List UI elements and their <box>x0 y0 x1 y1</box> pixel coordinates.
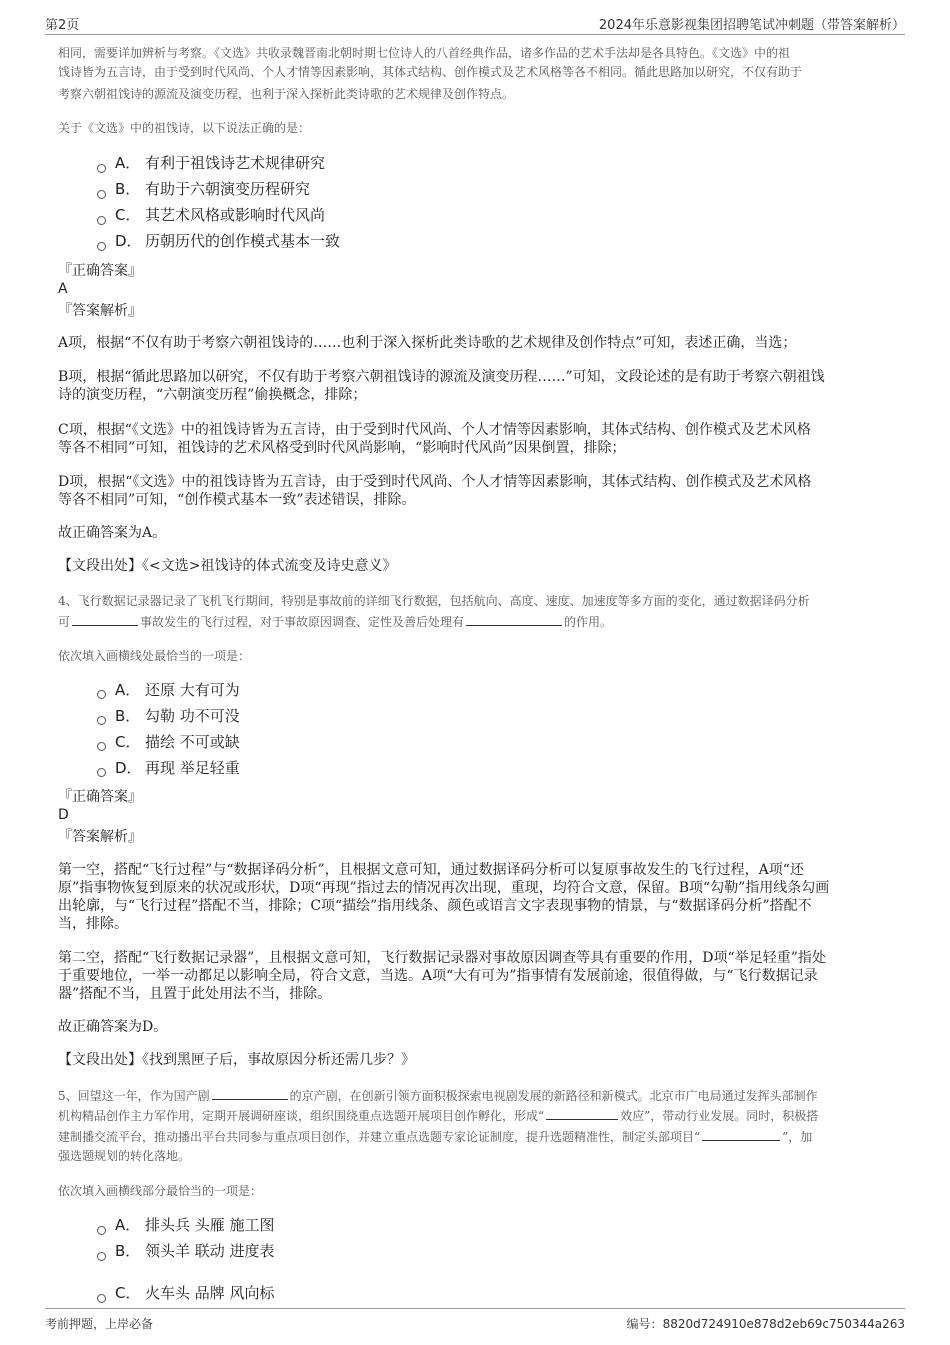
passage-line: 相同，需要详加辨析与考察。《文选》共收录魏晋南北朝时期七位诗人的八首经典作品，诸多作品的艺术手法却是各具特色。《文选》中的祖 <box>58 46 791 60</box>
fill-blank <box>546 1106 618 1120</box>
question-stem: 5、回望这一年，作为国产剧 的京产剧，在创新引领方面积极探索电视剧发展的新路径和新模式。北京市广电局通过发挥头部制作 <box>58 1086 818 1106</box>
analysis-line: 诗的演变历程，“六朝演变历程”偷换概念，排除； <box>58 387 367 403</box>
option-text: 领头羊 联动 进度表 <box>145 1242 275 1260</box>
radio-button[interactable] <box>97 1252 106 1261</box>
option-text: 其艺术风格或影响时代风尚 <box>145 206 326 224</box>
radio-button[interactable] <box>97 690 106 699</box>
radio-button[interactable] <box>97 742 106 751</box>
page-header <box>45 14 905 35</box>
source-citation: 【文段出处】《找到黑匣子后，事故原因分析还需几步？》 <box>58 1052 415 1068</box>
option-letter: C． <box>115 733 141 751</box>
question-stem: 建制播交流平台，推动播出平台共同参与重点项目创作，并建立重点选题专家论证制度，提升选题精准性，制定头部项目“ ”，加 <box>58 1127 812 1147</box>
analysis-label: 『答案解析』 <box>58 829 142 845</box>
footer-slogan: 考前押题，上岸必备 <box>45 1317 154 1331</box>
option-text: 再现 举足轻重 <box>145 759 240 777</box>
option-text: 有助于六朝演变历程研究 <box>145 180 311 198</box>
radio-button[interactable] <box>97 1294 106 1303</box>
analysis-label: 『答案解析』 <box>58 303 142 319</box>
option-letter: D． <box>115 759 142 777</box>
option-text: 有利于祖饯诗艺术规律研究 <box>145 154 326 172</box>
analysis-line: B项，根据“循此思路加以研究，不仅有助于考察六朝祖饯诗的源流及演变历程……”可知，文段论述的是有助于考察六朝祖饯 <box>58 369 825 385</box>
radio-button[interactable] <box>97 768 106 777</box>
passage-line: 考察六朝祖饯诗的源流及演变历程，也利于深入探析此类诗歌的艺术规律及创作特点。 <box>58 87 515 101</box>
option-letter: B． <box>115 1242 141 1260</box>
answer-value: D <box>58 807 69 823</box>
page-number: 第2页 <box>45 18 80 33</box>
option-text: 描绘 不可或缺 <box>145 733 240 751</box>
radio-button[interactable] <box>97 164 106 173</box>
option-letter: C． <box>115 1284 141 1302</box>
question-stem: 机构精品创作主力军作用，定期开展调研座谈，组织围绕重点选题开展项目创作孵化，形成“ 效应”，带动行业发展。同时，积极搭 <box>58 1106 818 1126</box>
radio-button[interactable] <box>97 1226 106 1235</box>
analysis-line: A项，根据“不仅有助于考察六朝祖饯诗的……也利于深入探析此类诗歌的艺术规律及创作特点”可知，表述正确，当选； <box>58 335 797 351</box>
analysis-line: 第二空，搭配“飞行数据记录器”，且根据文意可知，飞行数据记录器对事故原因调查等具有重要的作用，D项“举足轻重”指处 <box>58 950 826 966</box>
option-letter: D． <box>115 232 142 250</box>
answer-label: 『正确答案』 <box>58 789 142 805</box>
analysis-line: 当，排除。 <box>58 916 128 932</box>
radio-button[interactable] <box>97 190 106 199</box>
option-letter: C． <box>115 206 141 224</box>
option-letter: A． <box>115 154 141 172</box>
option-letter: A． <box>115 1216 141 1234</box>
question-prompt: 依次填入画横线部分最恰当的一项是： <box>58 1184 263 1198</box>
analysis-line: 出轮廓，与“飞行过程”搭配不当，排除；C项“描绘”指用线条、颜色或语言文字表现事物的情景，与“数据译码分析”搭配不 <box>58 898 812 914</box>
fill-blank <box>466 612 562 626</box>
radio-button[interactable] <box>97 242 106 251</box>
question-prompt: 依次填入画横线处最恰当的一项是： <box>58 649 251 663</box>
option-text: 排头兵 头雁 施工图 <box>145 1216 275 1234</box>
analysis-line: 原”指事物恢复到原来的状况或形状，D项“再现”指过去的情况再次出现，重现，均符合文意，保留。B项“勾勒”指用线条勾画 <box>58 880 830 896</box>
question-stem: 强选题规划的转化落地。 <box>58 1149 191 1163</box>
radio-button[interactable] <box>97 716 106 725</box>
option-letter: B． <box>115 180 141 198</box>
conclusion: 故正确答案为D。 <box>58 1019 168 1035</box>
option-letter: B． <box>115 707 141 725</box>
analysis-line: 器”搭配不当，且置于此处用法不当，排除。 <box>58 986 332 1002</box>
question-stem: 4、飞行数据记录器记录了飞机飞行期间，特别是事故前的详细飞行数据，包括航向、高度、速度、加速度等多方面的变化，通过数据译码分析 <box>58 594 810 608</box>
passage-line: 饯诗皆为五言诗，由于受到时代风尚、个人才情等因素影响，其体式结构、创作模式及艺术风格等各不相同。循此思路加以研究，不仅有助于 <box>58 65 803 79</box>
fill-blank <box>702 1127 780 1141</box>
option-text: 火车头 品牌 风向标 <box>145 1284 275 1302</box>
document-title: 2024年乐意影视集团招聘笔试冲刺题（带答案解析） <box>598 18 905 33</box>
fill-blank <box>212 1086 288 1100</box>
analysis-line: 于重要地位，一举一动都足以影响全局，符合文意，当选。A项“大有可为”指事情有发展前途，很值得做，与“飞行数据记录 <box>58 968 818 984</box>
question-prompt: 关于《文选》中的祖饯诗，以下说法正确的是： <box>58 121 311 135</box>
analysis-line: 等各不相同”可知，“创作模式基本一致”表述错误，排除。 <box>58 492 416 508</box>
option-text: 历朝历代的创作模式基本一致 <box>145 232 341 250</box>
option-text: 还原 大有可为 <box>145 681 240 699</box>
radio-button[interactable] <box>97 216 106 225</box>
source-citation: 【文段出处】《<文选>祖饯诗的体式流变及诗史意义》 <box>58 558 397 574</box>
conclusion: 故正确答案为A。 <box>58 525 167 541</box>
answer-label: 『正确答案』 <box>58 263 142 279</box>
option-letter: A． <box>115 681 141 699</box>
question-stem: 可 事故发生的飞行过程，对于事故原因调查、定性及善后处理有 的作用。 <box>58 612 612 632</box>
page-footer <box>45 1308 905 1338</box>
answer-value: A <box>58 281 68 297</box>
document-code: 编号：8820d724910e878d2eb69c750344a263 <box>626 1317 905 1331</box>
analysis-line: 等各不相同”可知，祖饯诗的艺术风格受到时代风尚影响，“影响时代风尚”因果倒置，排除； <box>58 440 626 456</box>
option-text: 勾勒 功不可没 <box>145 707 240 725</box>
analysis-line: D项，根据“《文选》中的祖饯诗皆为五言诗，由于受到时代风尚、个人才情等因素影响，其体式结构、创作模式及艺术风格 <box>58 474 812 490</box>
analysis-line: 第一空，搭配“飞行过程”与“数据译码分析”，且根据文意可知，通过数据译码分析可以复原事故发生的飞行过程，A项“还 <box>58 862 804 878</box>
fill-blank <box>72 612 138 626</box>
analysis-line: C项，根据“《文选》中的祖饯诗皆为五言诗，由于受到时代风尚、个人才情等因素影响，其体式结构、创作模式及艺术风格 <box>58 422 811 438</box>
